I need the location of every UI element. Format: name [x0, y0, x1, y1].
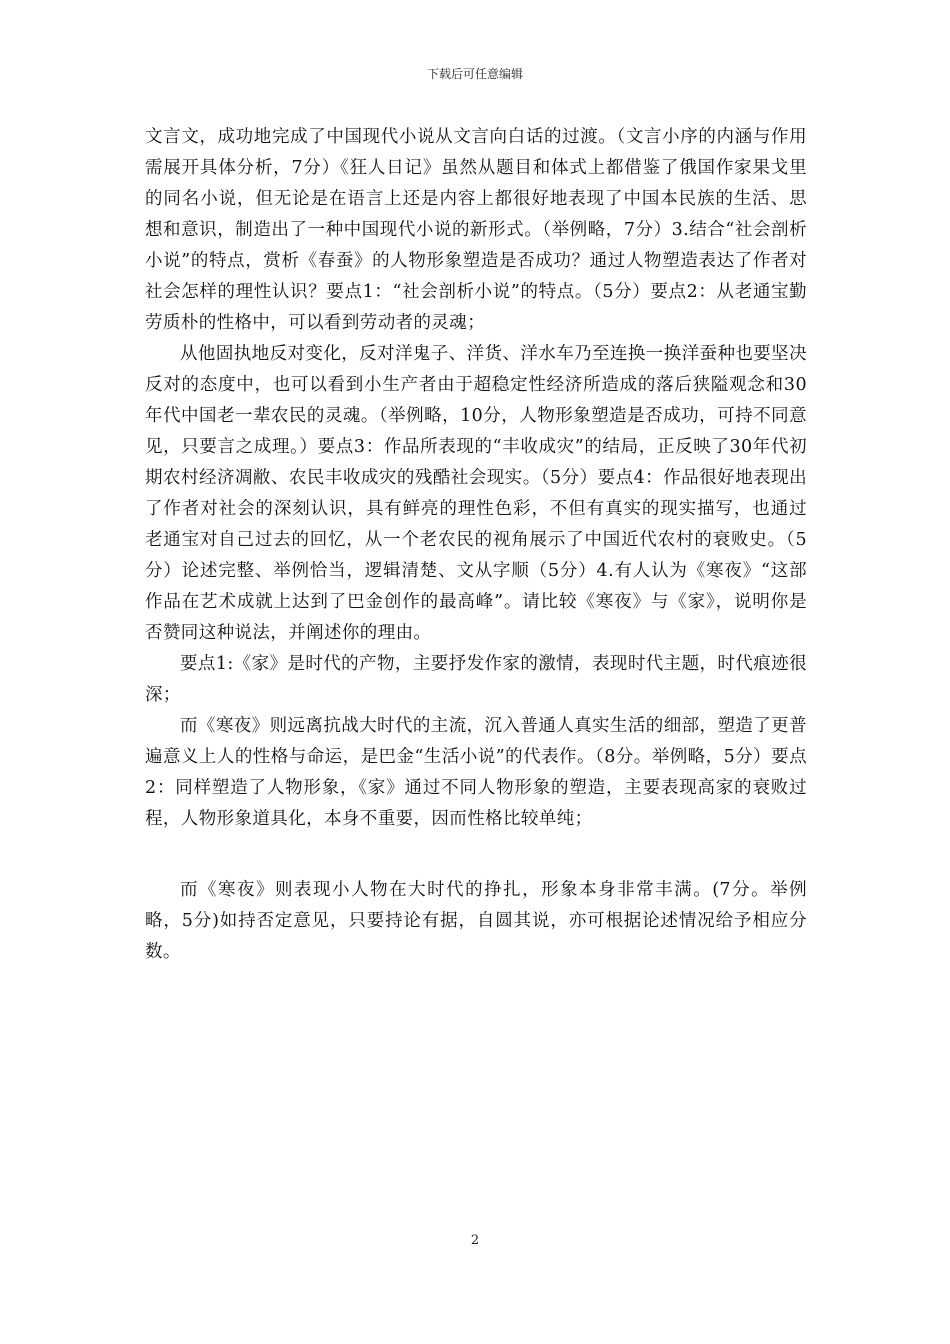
- document-body: [145, 122, 807, 968]
- paragraph-3: 要点1:《家》是时代的产物，主要抒发作家的激情，表现时代主题，时代痕迹很深；: [145, 654, 807, 705]
- paragraph-4: 而《寒夜》则远离抗战大时代的主流，沉入普通人真实生活的细部，塑造了更普遍意义上人的性格与命运，是巴金“生活小说”的代表作。（8分。举例略，5分）要点2：同样塑造了人物形象，《家》通过不同人物形象的塑造，主要表现高家的衰败过程，人物形象道具化，本身不重要，因而性格比较单纯；: [145, 716, 807, 829]
- paragraph-1: 文言文，成功地完成了中国现代小说从文言向白话的过渡。（文言小序的内涵与作用需展开具体分析，7分）《狂人日记》虽然从题目和体式上都借鉴了俄国作家果戈里的同名小说，但无论是在语言上还是内容上都很好地表现了中国本民族的生活、思想和意识，制造出了一种中国现代小说的新形式。（举例略，7分）3.结合“社会剖析小说”的特点，赏析《春蚕》的人物形象塑造是否成功？通过人物塑造表达了作者对社会怎样的理性认识？要点1：“社会剖析小说”的特点。（5分）要点2：从老通宝勤劳质朴的性格中，可以看到劳动者的灵魂；: [145, 127, 807, 333]
- page-header: 下载后可任意编辑: [426, 67, 523, 81]
- paragraph-5: 而《寒夜》则表现小人物在大时代的挣扎，形象本身非常丰满。(7分。举例略，5分)如持否定意见，只要持论有据，自圆其说，亦可根据论述情况给予相应分数。: [145, 880, 807, 962]
- page-number: 2: [470, 1233, 480, 1248]
- paragraph-2: 从他固执地反对变化，反对洋鬼子、洋货、洋水车乃至连换一换洋蚕种也要坚决反对的态度中，也可以看到小生产者由于超稳定性经济所造成的落后狭隘观念和30年代中国老一辈农民的灵魂。（举例略，10分，人物形象塑造是否成功，可持不同意见，只要言之成理。）要点3：作品所表现的“丰收成灾”的结局，正反映了30年代初期农村经济凋敝、农民丰收成灾的残酷社会现实。（5分）要点4：作品很好地表现出了作者对社会的深刻认识，具有鲜亮的理性色彩，不但有真实的现实描写，也通过老通宝对自己过去的回忆，从一个老农民的视角展示了中国近代农村的衰败史。（5分）论述完整、举例恰当，逻辑清楚、文从字顺（5分）4.有人认为《寒夜》“这部作品在艺术成就上达到了巴金创作的最高峰”。请比较《寒夜》与《家》，说明你是否赞同这种说法，并阐述你的理由。: [145, 344, 807, 643]
